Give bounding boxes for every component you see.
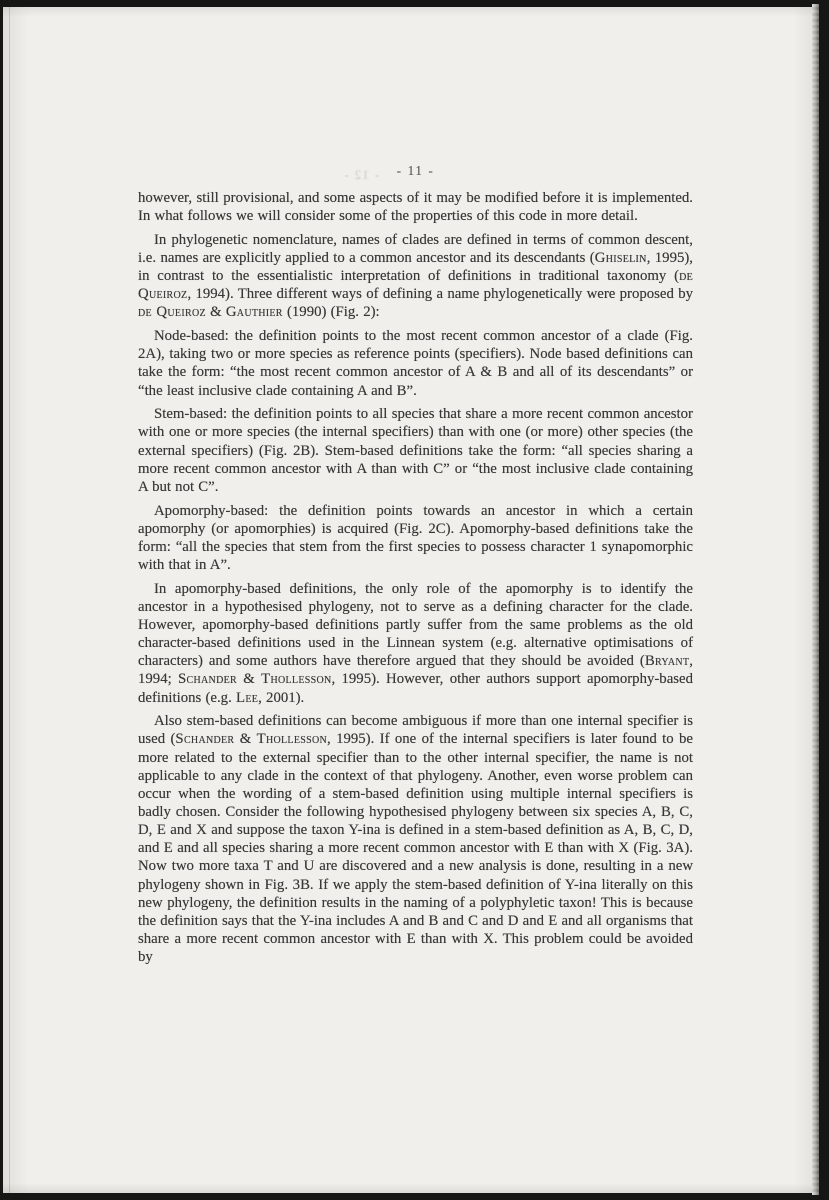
paragraph xyxy=(138,231,693,322)
text-run: , 1995). If one of the internal specifiers is later found to be more related to the external specifier than to the other internal specifier, the name is not applicable to any clade in the context of that phylogeny. Another, even worse problem can occur when the wording of a stem-based definition using multiple internal specifiers is badly chosen. Consider the following hypothesised phylogeny between six species A, B, C, D, E and X and suppose the taxon Y-ina is defined in a stem-based definition as A, B, C, D, and E and all species sharing a more recent common ancestor with E than with X (Fig. 3A). Now two more taxa T and U are discovered and a new analysis is done, resulting in a new phylogeny shown in Fig. 3B. If we apply the stem-based definition of Y-ina literally on this new phylogeny, the definition results in the naming of a polyphyletic taxon! This is because the definition says that the Y-ina includes A and B and C and D and E and all organisms that share a more recent common ancestor with E than with X. This problem could be avoided by xyxy=(138,731,693,966)
page-number: - 11 - xyxy=(396,163,435,178)
author-citation: Lee xyxy=(235,689,259,706)
page-edge-stack xyxy=(812,4,819,1195)
author-citation: Schander xyxy=(175,731,235,748)
text-run: Node-based: the definition points to the most recent common ancestor of a clade (Fig. 2A), taking two or more species as reference points (specifiers). Node based definitions can take the form: “the most recent common ancestor of A & B and all of its descendants” or “the least inclusive clade containing A and B”. xyxy=(138,328,693,399)
author-citation: Gauthier xyxy=(225,304,283,321)
text-run: , 1995). However, other authors support apomorphy-based definitions (e.g. xyxy=(138,671,693,706)
paragraph xyxy=(138,405,693,496)
text-run: (1990) (Fig. 2): xyxy=(282,304,380,321)
author-citation: de Queiroz xyxy=(138,268,693,303)
text-run: & xyxy=(205,304,226,321)
text-run: & xyxy=(234,731,257,748)
body-text xyxy=(138,189,693,972)
paragraph xyxy=(138,712,693,966)
text-run: Apomorphy-based: the definition points towards an ancestor in which a certain apomorphy (or apomorphies) is acquired (Fig. 2C). Apomorphy-based definitions take the form: “all the species that stem from the first species to possess character 1 synapomorphic with that in A”. xyxy=(138,502,693,573)
text-run: & xyxy=(236,671,262,688)
paper xyxy=(3,7,812,1193)
text-run: however, still provisional, and some aspects of it may be modified before it is implemented. In what follows we will consider some of the properties of this code in more detail. xyxy=(138,190,693,225)
paragraph xyxy=(138,580,693,707)
text-run: In phylogenetic nomenclature, names of clades are defined in terms of common descent, i.e. names are explicitly applied to a common ancestor and its descendants ( xyxy=(138,231,693,266)
paragraph xyxy=(138,327,693,400)
text-run: , 1995), in contrast to the essentialistic interpretation of definitions in traditional taxonomy ( xyxy=(138,249,693,285)
text-run: , 1994). Three different ways of defining a name phylogenetically were proposed by xyxy=(187,286,693,303)
author-citation: Ghiselin xyxy=(594,249,647,266)
author-citation: Schander xyxy=(178,671,237,688)
author-citation: Thollesson xyxy=(256,731,328,748)
paragraph xyxy=(138,189,693,225)
text-run: Stem-based: the definition points to all species that share a more recent common ancestor with one or more species (the internal specifiers) than with one (or more) other species (the external specifiers) (Fig. 2B). Stem-based definitions take the form: “all species sharing a more recent common ancestor with A than with C” or “the most inclusive clade containing A but not C”. xyxy=(138,406,693,495)
author-citation: de Queiroz xyxy=(138,304,206,321)
paragraph xyxy=(138,502,693,575)
text-run: , 2001). xyxy=(258,689,305,706)
author-citation: Bryant xyxy=(644,653,690,670)
binding-crease xyxy=(9,7,10,1193)
text-run: , 1994; xyxy=(138,653,693,688)
bleedthrough-page-number: - 12 - xyxy=(343,168,380,182)
author-citation: Thollesson xyxy=(261,671,332,688)
text-run: In apomorphy-based definitions, the only role of the apomorphy is to identify the ancestor in a hypothesised phylogeny, not to serve as a defining character for the clade. However, apomorphy-based definitions partly suffer from the same problems as the old character-based definitions used in the Linnean system (e.g. alternative optimisations of characters) and some authors have therefore argued that they should be avoided ( xyxy=(138,580,693,670)
text-run: Also stem-based definitions can become ambiguous if more than one internal specifier is used ( xyxy=(138,713,693,748)
